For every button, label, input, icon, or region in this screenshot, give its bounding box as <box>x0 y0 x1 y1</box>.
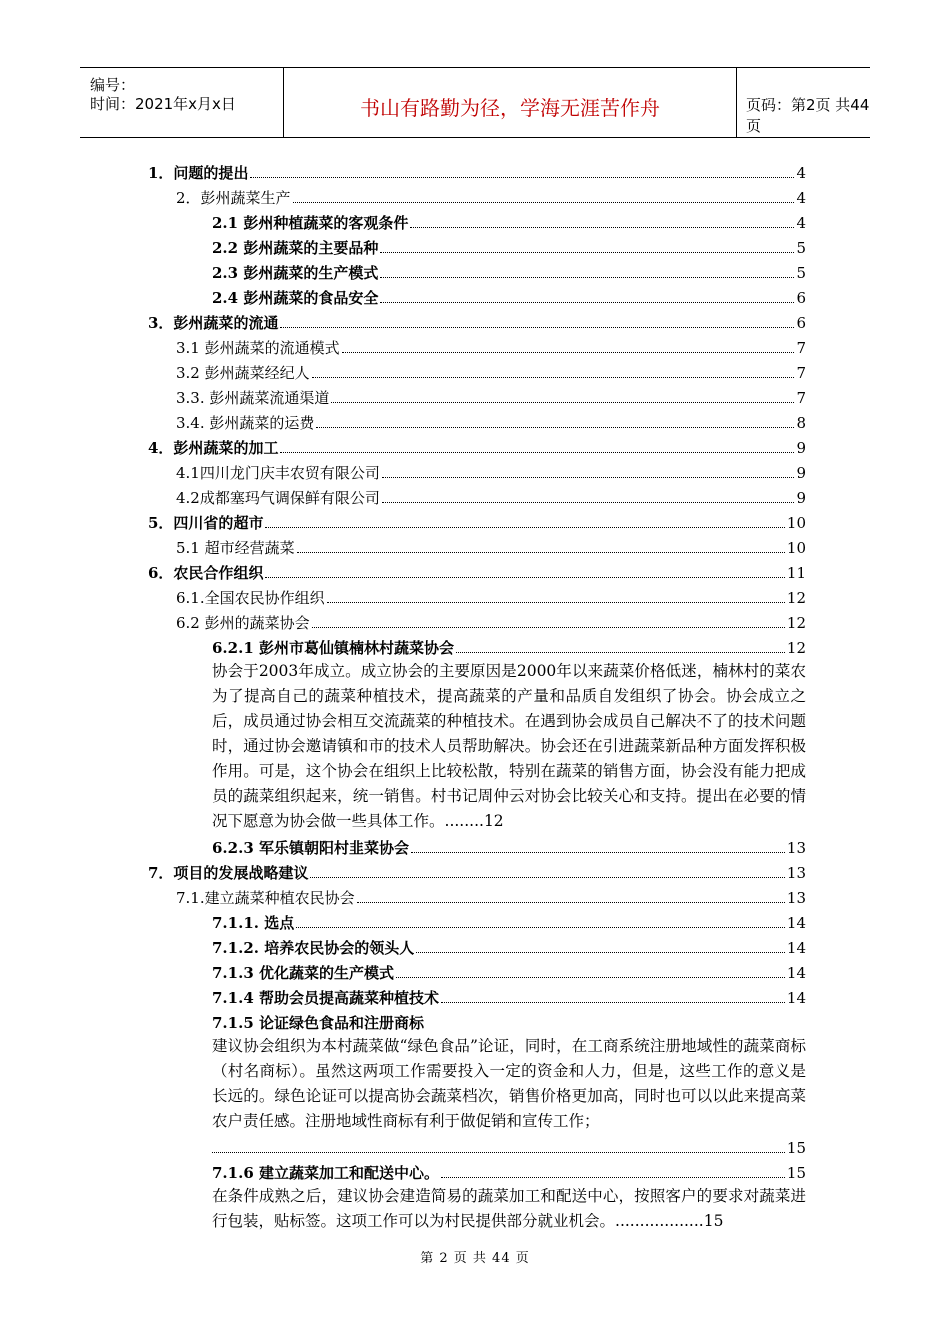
toc-entry-page: 10 <box>786 539 806 557</box>
toc-entry-page: 9 <box>796 489 806 507</box>
toc-entry-title: 7．项目的发展战略建议 <box>148 864 309 882</box>
toc-entry[interactable] <box>176 383 806 407</box>
toc-entry-page: 14 <box>786 989 806 1007</box>
toc-entry-page: 8 <box>796 414 806 432</box>
paragraph-leader: .................. <box>615 1212 704 1230</box>
toc-leader <box>280 327 794 328</box>
toc-entry[interactable] <box>212 833 806 857</box>
toc-entry-title: 4.2成都塞玛气调保鲜有限公司 <box>176 489 380 507</box>
toc-entry-page: 7 <box>796 339 806 357</box>
toc-entry-title: 7.1.4 帮助会员提高蔬菜种植技术 <box>212 989 439 1007</box>
toc-entry-page: 9 <box>796 439 806 457</box>
toc-entry-title: 5．四川省的超市 <box>148 514 264 532</box>
toc-leader <box>212 1152 785 1153</box>
doc-number-label: 编号： <box>90 76 136 94</box>
toc-entry-title: 6．农民合作组织 <box>148 564 264 582</box>
toc-entry[interactable] <box>212 933 806 957</box>
toc-entry-title: 2.1 彭州种植蔬菜的客观条件 <box>212 214 409 232</box>
toc-entry-title: 6.2.1 彭州市葛仙镇楠林村蔬菜协会 <box>212 639 454 657</box>
toc-leader <box>316 427 794 428</box>
toc-entry[interactable] <box>176 483 806 507</box>
toc-leader <box>250 177 794 178</box>
toc-entry[interactable] <box>148 558 806 582</box>
toc-entry[interactable] <box>212 633 806 657</box>
toc-leader <box>265 577 784 578</box>
toc-entry-title: 1．问题的提出 <box>148 164 249 182</box>
toc-entry-page: 5 <box>796 239 806 257</box>
header-divider <box>736 68 737 137</box>
toc-leader <box>293 202 795 203</box>
toc-entry-page: 6 <box>796 289 806 307</box>
toc-entry-title: 7.1.6 建立蔬菜加工和配送中心。 <box>212 1164 439 1182</box>
toc-entry-page: 14 <box>786 914 806 932</box>
toc-entry-page: 12 <box>786 639 806 657</box>
toc-entry-title: 3．彭州蔬菜的流通 <box>148 314 279 332</box>
toc-entry[interactable] <box>212 1133 806 1157</box>
toc-entry-title: 5.1 超市经营蔬菜 <box>176 539 295 557</box>
toc-leader <box>441 1002 785 1003</box>
paragraph-leader: ........ <box>444 812 484 830</box>
toc-entry[interactable] <box>176 458 806 482</box>
paragraph-text: 建议协会组织为本村蔬菜做“绿色食品”论证，同时，在工商系统注册地域性的蔬菜商标（村名商标）。虽然这两项工作需要投入一定的资金和人力，但是，这些工作的意义是长远的。绿色论证可以提高协会蔬菜档次，销售价格更加高，同时也可以以此来提高菜农户责任感。注册地域性商标有利于做促销和宣传工作； <box>212 1037 806 1130</box>
toc-leader <box>441 1177 785 1178</box>
toc-entry[interactable] <box>176 608 806 632</box>
header-motto: 书山有路勤为径，学海无涯苦作舟 <box>360 96 660 120</box>
toc-entry[interactable] <box>212 233 806 257</box>
toc-entry-body <box>212 1034 806 1134</box>
toc-entry-title: 3.2 彭州蔬菜经纪人 <box>176 364 310 382</box>
toc-entry-page: 5 <box>796 264 806 282</box>
toc-entry-page: 12 <box>786 614 806 632</box>
toc-leader <box>382 477 795 478</box>
toc-entry-page: 4 <box>796 164 806 182</box>
toc-entry-title: 4．彭州蔬菜的加工 <box>148 439 279 457</box>
toc-entry-title: 3.3. 彭州蔬菜流通渠道 <box>176 389 330 407</box>
toc-entry-page: 4 <box>796 189 806 207</box>
toc-entry-page: 10 <box>786 514 806 532</box>
toc-entry-title: 7.1.2. 培养农民协会的领头人 <box>212 939 415 957</box>
toc-entry[interactable] <box>176 358 806 382</box>
toc-entry-page: 11 <box>786 564 806 582</box>
toc-entry-page: 9 <box>796 464 806 482</box>
toc-leader <box>382 502 795 503</box>
paragraph-text: 协会于2003年成立。成立协会的主要原因是2000年以来蔬菜价格低迷，楠林村的菜农为了提高自己的蔬菜种植技术，提高蔬菜的产量和品质自发组织了协会。协会成立之后，成员通过协会相互交流蔬菜的种植技术。在遇到协会成员自己解决不了的技术问题时，通过协会邀请镇和市的技术人员帮助解决。协会还在引进蔬菜新品种方面发挥积极作用。可是，这个协会在组织上比较松散，特别在蔬菜的销售方面，协会没有能力把成员的蔬菜组织起来，统一销售。村书记周仲云对协会比较关心和支持。提出在必要的情况下愿意为协会做一些具体工作。 <box>212 662 806 830</box>
toc-entry-page: 15 <box>786 1139 806 1157</box>
paragraph-page: 15 <box>703 1212 724 1230</box>
header-meta <box>80 68 283 137</box>
toc-entry[interactable] <box>176 183 806 207</box>
toc-entry[interactable] <box>212 1008 806 1032</box>
toc-entry-title: 3.4. 彭州蔬菜的运费 <box>176 414 315 432</box>
toc-entry-title: 7.1.1. 选点 <box>212 914 295 932</box>
toc-entry-body <box>212 659 806 834</box>
toc-leader <box>312 377 795 378</box>
toc-entry[interactable] <box>176 583 806 607</box>
paragraph-page: 12 <box>483 812 504 830</box>
toc-entry[interactable] <box>212 958 806 982</box>
toc-entry-title: 7.1.3 优化蔬菜的生产模式 <box>212 964 394 982</box>
toc-entry-page: 15 <box>786 1164 806 1182</box>
toc-entry-title: 3.1 彭州蔬菜的流通模式 <box>176 339 340 357</box>
toc-entry[interactable] <box>148 158 806 182</box>
toc-leader <box>380 252 794 253</box>
toc-entry[interactable] <box>148 308 806 332</box>
toc-entry[interactable] <box>176 333 806 357</box>
toc-entry-body <box>212 1184 806 1234</box>
toc-entry-title: 6.2.3 军乐镇朝阳村韭菜协会 <box>212 839 409 857</box>
toc-leader <box>296 927 785 928</box>
toc-entry-title: 7.1.5 论证绿色食品和注册商标 <box>212 1014 424 1032</box>
toc-entry[interactable] <box>212 258 806 282</box>
toc-entry[interactable] <box>212 208 806 232</box>
toc-leader <box>331 402 794 403</box>
toc-entry-title: 2.4 彭州蔬菜的食品安全 <box>212 289 379 307</box>
toc-leader <box>456 652 785 653</box>
toc-entry[interactable] <box>148 858 806 882</box>
toc-entry-title: 2．彭州蔬菜生产 <box>176 189 291 207</box>
toc-leader <box>327 602 785 603</box>
toc-entry[interactable] <box>176 408 806 432</box>
toc-leader <box>310 877 784 878</box>
page-header <box>80 67 870 138</box>
page-footer: 第 2 页 共 44 页 <box>420 1251 530 1266</box>
toc-entry-page: 7 <box>796 364 806 382</box>
toc-leader <box>297 552 785 553</box>
doc-date-label: 时间：2021年x月x日 <box>90 95 236 113</box>
toc-entry[interactable] <box>176 883 806 907</box>
toc-entry-page: 14 <box>786 964 806 982</box>
toc-entry-page: 13 <box>786 864 806 882</box>
toc-leader <box>357 902 785 903</box>
toc-leader <box>416 952 785 953</box>
toc-entry-title: 4.1四川龙门庆丰农贸有限公司 <box>176 464 380 482</box>
toc-leader <box>380 302 794 303</box>
toc-entry-page: 12 <box>786 589 806 607</box>
toc-entry-title: 6.1.全国农民协作组织 <box>176 589 325 607</box>
toc-entry[interactable] <box>148 433 806 457</box>
header-page-info: 页码：第2页 共44页 <box>746 96 870 135</box>
toc-leader <box>410 227 794 228</box>
toc-leader <box>380 277 794 278</box>
toc-entry-title: 7.1.建立蔬菜种植农民协会 <box>176 889 355 907</box>
toc-leader <box>396 977 785 978</box>
toc-entry-page: 4 <box>796 214 806 232</box>
toc-entry-page: 13 <box>786 839 806 857</box>
toc-leader <box>265 527 784 528</box>
toc-entry[interactable] <box>148 508 806 532</box>
toc-entry[interactable] <box>176 533 806 557</box>
toc-entry[interactable] <box>212 983 806 1007</box>
toc-leader <box>312 627 785 628</box>
toc-entry[interactable] <box>212 283 806 307</box>
toc-entry-title: 2.3 彭州蔬菜的生产模式 <box>212 264 379 282</box>
toc-leader <box>411 852 785 853</box>
toc-leader <box>280 452 794 453</box>
toc-entry[interactable] <box>212 1158 806 1182</box>
toc-entry-page: 6 <box>796 314 806 332</box>
toc-entry[interactable] <box>212 908 806 932</box>
paragraph-text: 在条件成熟之后，建议协会建造简易的蔬菜加工和配送中心，按照客户的要求对蔬菜进行包装，贴标签。这项工作可以为村民提供部分就业机会。 <box>212 1187 806 1230</box>
toc-entry-title: 6.2 彭州的蔬菜协会 <box>176 614 310 632</box>
toc-entry-page: 14 <box>786 939 806 957</box>
toc-entry-page: 7 <box>796 389 806 407</box>
toc-entry-page: 13 <box>786 889 806 907</box>
toc-leader <box>342 352 795 353</box>
toc-entry-title: 2.2 彭州蔬菜的主要品种 <box>212 239 379 257</box>
